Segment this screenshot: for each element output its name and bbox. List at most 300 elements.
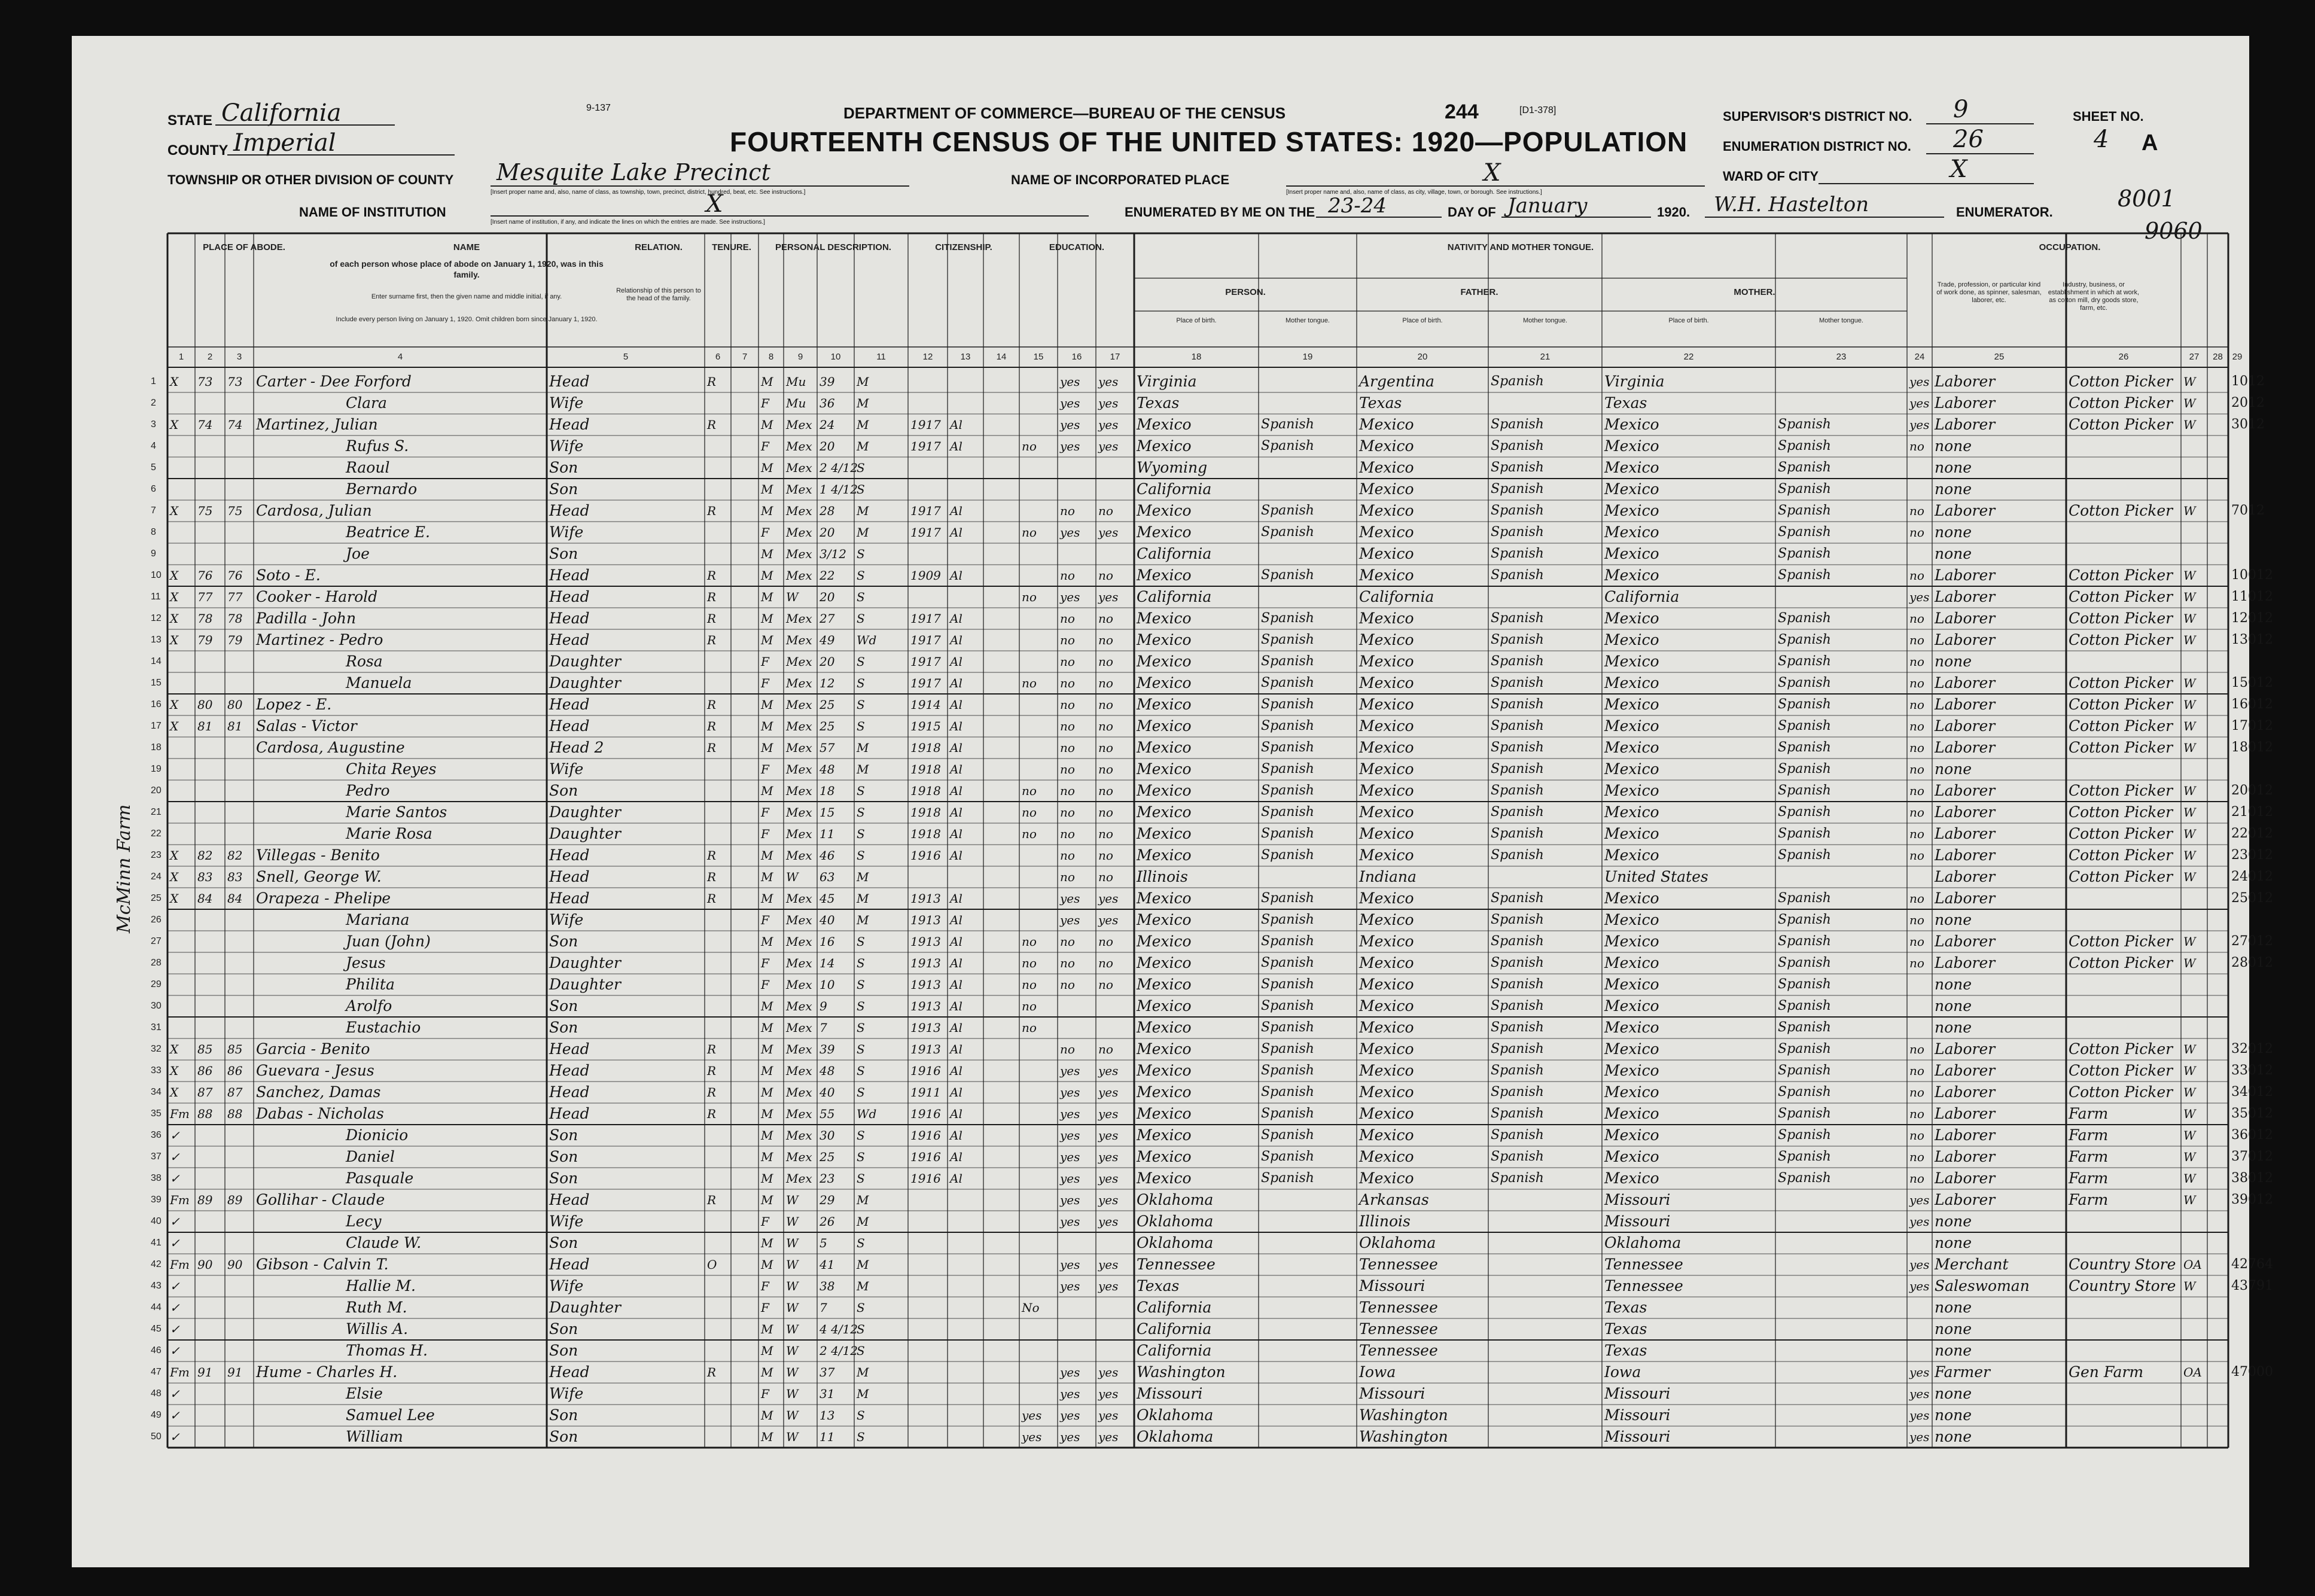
- cell-imm: 1917: [910, 439, 941, 453]
- cell-sch: no: [1022, 590, 1037, 604]
- cell-name: Gibson - Calvin T.: [256, 1256, 389, 1273]
- cell-trade: Laborer: [1935, 566, 1996, 584]
- cell-mk: X: [170, 418, 179, 432]
- cell-age: 11: [820, 1430, 835, 1444]
- cell-race: W: [786, 590, 799, 604]
- cell-fpob: Tennessee: [1359, 1299, 1438, 1316]
- cell-wr: yes: [1098, 374, 1119, 389]
- cell-mpob: Mexico: [1604, 696, 1659, 713]
- cell-ind: Farm: [2069, 1148, 2109, 1165]
- cell-sex: M: [761, 934, 773, 949]
- cell-ms: M: [857, 1365, 869, 1379]
- cell-nat: Al: [950, 956, 962, 970]
- cell-mpob: Missouri: [1604, 1406, 1671, 1424]
- cell-sex: M: [761, 547, 773, 561]
- incorporated-place-label: NAME OF INCORPORATED PLACE: [1011, 172, 1230, 187]
- cell-fmt: Spanish: [1491, 417, 1544, 432]
- cell-name: Snell, George W.: [256, 868, 382, 885]
- line-number: 3: [151, 419, 156, 430]
- line-number: 13: [151, 635, 162, 645]
- cell-imm: 1918: [910, 741, 941, 755]
- cell-eng: yes: [1909, 396, 1930, 410]
- cell-sex: M: [761, 482, 773, 497]
- cell-ms: S: [857, 1430, 865, 1444]
- cell-age: 23: [820, 1171, 835, 1186]
- form-code: [D1-378]: [1519, 105, 1556, 115]
- cell-mmt: Spanish: [1778, 1085, 1831, 1099]
- cell-rel: Head: [549, 502, 590, 519]
- margin-tally: 32012: [2231, 1041, 2273, 1056]
- cell-rd: yes: [1060, 1257, 1080, 1272]
- cell-age: 2 4/12: [820, 461, 858, 475]
- cell-fpob: Mexico: [1359, 1105, 1414, 1122]
- cell-ind: Cotton Picker: [2069, 868, 2173, 885]
- line-number: 46: [151, 1345, 162, 1356]
- line-number: 18: [151, 742, 162, 753]
- cell-own: R: [707, 741, 717, 755]
- line-number: 6: [151, 484, 156, 494]
- cell-name: Martinez, Julian: [256, 416, 378, 433]
- county-value: Imperial: [233, 129, 336, 157]
- cell-fmt: Spanish: [1491, 848, 1544, 863]
- cell-ms: S: [857, 1064, 865, 1078]
- cell-wr: yes: [1098, 1193, 1119, 1207]
- cell-rd: yes: [1060, 590, 1080, 604]
- margin-tally: 15012: [2231, 675, 2273, 690]
- cell-dw: 73: [197, 374, 213, 389]
- enumerator-signature: W.H. Hastelton: [1714, 193, 1869, 217]
- cell-trade: none: [1935, 911, 1972, 928]
- cell-wr: yes: [1098, 1430, 1119, 1444]
- cell-fmt: Spanish: [1491, 482, 1544, 497]
- cell-fpob: Mexico: [1359, 653, 1414, 670]
- cell-own: R: [707, 1107, 717, 1121]
- cell-fmt: Spanish: [1491, 1041, 1544, 1056]
- group-relation: RELATION.: [635, 242, 683, 252]
- cell-mt: Spanish: [1261, 1020, 1314, 1035]
- cell-nat: Al: [950, 439, 962, 453]
- cell-age: 4 4/12: [820, 1322, 858, 1336]
- cell-wr: yes: [1098, 1107, 1119, 1121]
- sheet-serial: 244: [1445, 100, 1479, 123]
- cell-sex: M: [761, 1107, 773, 1121]
- cell-fmt: Spanish: [1491, 675, 1544, 690]
- cell-sex: M: [761, 633, 773, 647]
- cell-age: 26: [820, 1214, 835, 1229]
- cell-own: R: [707, 374, 717, 389]
- cell-sex: F: [761, 956, 769, 970]
- cell-cls: W: [2183, 784, 2196, 798]
- cell-trade: none: [1935, 523, 1972, 541]
- cell-rd: yes: [1060, 1150, 1080, 1164]
- margin-tally: 25012: [2231, 891, 2273, 906]
- cell-trade: none: [1935, 1299, 1972, 1316]
- cell-pob: Mexico: [1137, 803, 1192, 821]
- cell-fm: 76: [227, 568, 243, 583]
- cell-pob: Mexico: [1137, 1105, 1192, 1122]
- cell-race: Mex: [786, 741, 812, 755]
- column-number: 12: [922, 352, 933, 362]
- cell-pob: Mexico: [1137, 717, 1192, 735]
- cell-ms: S: [857, 1344, 865, 1358]
- cell-trade: none: [1935, 1428, 1972, 1445]
- cell-age: 24: [820, 418, 835, 432]
- cell-mpob: Mexico: [1604, 803, 1659, 821]
- cell-nat: Al: [950, 913, 962, 927]
- cell-rel: Head: [549, 890, 590, 907]
- cell-mpob: Mexico: [1604, 1040, 1659, 1058]
- column-number: 4: [397, 352, 403, 362]
- line-number: 38: [151, 1173, 162, 1183]
- cell-mk: X: [170, 504, 179, 518]
- group-father: FATHER.: [1460, 287, 1498, 297]
- cell-trade: Laborer: [1935, 1083, 1996, 1101]
- cell-mt: Spanish: [1261, 525, 1314, 540]
- margin-tally: 23012: [2231, 848, 2273, 863]
- column-number: 1: [178, 352, 184, 362]
- column-number: 7: [742, 352, 748, 362]
- cell-name: Garcia - Benito: [256, 1040, 370, 1058]
- cell-trade: none: [1935, 1234, 1972, 1251]
- cell-age: 28: [820, 504, 835, 518]
- cell-sch: no: [1022, 525, 1037, 540]
- cell-mpob: Missouri: [1604, 1428, 1671, 1445]
- cell-nat: Al: [950, 525, 962, 540]
- cell-sex: F: [761, 439, 769, 453]
- father-place-of-birth-head: Place of birth.: [1402, 317, 1443, 324]
- line-number: 27: [151, 936, 162, 946]
- cell-name: Orapeza - Phelipe: [256, 890, 391, 907]
- mother-place-of-birth-head: Place of birth.: [1668, 317, 1709, 324]
- cell-name: Ruth M.: [346, 1299, 407, 1316]
- cell-nat: Al: [950, 676, 962, 690]
- cell-trade: Merchant: [1935, 1256, 2009, 1273]
- cell-ind: Cotton Picker: [2069, 1040, 2173, 1058]
- cell-nat: Al: [950, 977, 962, 992]
- name-description: of each person whose place of abode on January 1, 1920, was in this family.: [330, 259, 604, 279]
- cell-ms: M: [857, 439, 869, 453]
- cell-ms: S: [857, 1021, 865, 1035]
- margin-tally: 24012: [2231, 869, 2273, 884]
- group-nativity: NATIVITY AND MOTHER TONGUE.: [1447, 242, 1594, 252]
- cell-name: Cooker - Harold: [256, 588, 378, 605]
- cell-rd: no: [1060, 1042, 1075, 1056]
- cell-imm: 1916: [910, 1107, 941, 1121]
- cell-mk: ✓: [170, 1214, 180, 1229]
- cell-race: Mex: [786, 913, 812, 927]
- cell-ind: Gen Farm: [2069, 1363, 2144, 1381]
- line-number: 41: [151, 1238, 162, 1248]
- cell-fm: 88: [227, 1107, 243, 1121]
- cell-mk: ✓: [170, 1128, 180, 1143]
- cell-rd: no: [1060, 698, 1075, 712]
- cell-mk: X: [170, 568, 179, 583]
- cell-cls: W: [2183, 870, 2196, 884]
- cell-fpob: Mexico: [1359, 674, 1414, 692]
- cell-mt: Spanish: [1261, 912, 1314, 927]
- cell-race: Mex: [786, 568, 812, 583]
- person-place-of-birth-head: Place of birth.: [1176, 317, 1217, 324]
- group-place-of-abode: PLACE OF ABODE.: [203, 242, 285, 252]
- cell-wr: no: [1098, 676, 1113, 690]
- cell-sex: F: [761, 676, 769, 690]
- cell-wr: yes: [1098, 1257, 1119, 1272]
- cell-trade: none: [1935, 1406, 1972, 1424]
- cell-dw: 77: [197, 590, 213, 604]
- cell-wr: no: [1098, 633, 1113, 647]
- cell-race: Mu: [786, 374, 806, 389]
- cell-race: Mex: [786, 482, 812, 497]
- cell-rel: Son: [549, 1019, 578, 1036]
- line-number: 17: [151, 721, 162, 731]
- cell-imm: 1916: [910, 1171, 941, 1186]
- cell-name: Manuela: [346, 674, 412, 692]
- cell-mpob: Mexico: [1604, 610, 1659, 627]
- cell-wr: no: [1098, 762, 1113, 776]
- cell-cls: W: [2183, 805, 2196, 820]
- cell-age: 55: [820, 1107, 835, 1121]
- line-number: 19: [151, 764, 162, 774]
- cell-trade: Laborer: [1935, 631, 1996, 648]
- cell-wr: yes: [1098, 1408, 1119, 1423]
- cell-trade: Laborer: [1935, 803, 1996, 821]
- year-label: 1920.: [1657, 205, 1690, 220]
- margin-tally: 47000: [2231, 1364, 2273, 1379]
- cell-rd: no: [1060, 504, 1075, 518]
- margin-tally: 1012: [2231, 374, 2265, 389]
- cell-race: Mex: [786, 1150, 812, 1164]
- cell-wr: yes: [1098, 913, 1119, 927]
- cell-own: R: [707, 848, 717, 863]
- cell-wr: yes: [1098, 439, 1119, 453]
- cell-imm: 1917: [910, 611, 941, 626]
- cell-trade: none: [1935, 480, 1972, 498]
- cell-pob: California: [1137, 545, 1212, 562]
- cell-mk: ✓: [170, 1344, 180, 1358]
- sheet-letter: A: [2142, 130, 2158, 156]
- cell-fm: 86: [227, 1064, 243, 1078]
- cell-race: Mex: [786, 1021, 812, 1035]
- cell-race: Mex: [786, 698, 812, 712]
- cell-age: 16: [820, 934, 835, 949]
- cell-rel: Head: [549, 566, 590, 584]
- cell-race: Mex: [786, 654, 812, 669]
- line-number: 31: [151, 1022, 162, 1032]
- cell-pob: Oklahoma: [1137, 1191, 1214, 1208]
- cell-fm: 84: [227, 891, 243, 906]
- cell-wr: yes: [1098, 396, 1119, 410]
- cell-sex: F: [761, 805, 769, 820]
- cell-ind: Cotton Picker: [2069, 825, 2173, 842]
- cell-race: Mex: [786, 461, 812, 475]
- cell-pob: Mexico: [1137, 696, 1192, 713]
- cell-age: 30: [820, 1128, 835, 1143]
- cell-cls: W: [2183, 396, 2196, 410]
- cell-fpob: Missouri: [1359, 1277, 1425, 1295]
- cell-age: 40: [820, 1085, 835, 1099]
- cell-nat: Al: [950, 999, 962, 1013]
- cell-race: Mex: [786, 956, 812, 970]
- group-occupation: OCCUPATION.: [2039, 242, 2101, 252]
- cell-ind: Cotton Picker: [2069, 631, 2173, 648]
- cell-cls: W: [2183, 1085, 2196, 1099]
- cell-race: Mex: [786, 848, 812, 863]
- cell-age: 20: [820, 590, 835, 604]
- column-number: 13: [960, 352, 971, 362]
- cell-rel: Head: [549, 416, 590, 433]
- cell-ind: Cotton Picker: [2069, 674, 2173, 692]
- cell-pob: Mexico: [1137, 566, 1192, 584]
- cell-wr: no: [1098, 741, 1113, 755]
- cell-mk: ✓: [170, 1171, 180, 1186]
- cell-sex: M: [761, 784, 773, 798]
- cell-eng: no: [1909, 1128, 1924, 1143]
- cell-fmt: Spanish: [1491, 374, 1544, 389]
- cell-fpob: Mexico: [1359, 976, 1414, 993]
- cell-mpob: Texas: [1604, 394, 1647, 412]
- cell-trade: none: [1935, 1342, 1972, 1359]
- cell-cls: W: [2183, 633, 2196, 647]
- cell-sex: F: [761, 977, 769, 992]
- cell-wr: no: [1098, 827, 1113, 841]
- column-number: 19: [1302, 352, 1313, 362]
- cell-wr: no: [1098, 611, 1113, 626]
- cell-wr: yes: [1098, 891, 1119, 906]
- cell-mt: Spanish: [1261, 632, 1314, 647]
- cell-rel: Head: [549, 1062, 590, 1079]
- cell-eng: no: [1909, 1085, 1924, 1099]
- cell-own: O: [707, 1257, 717, 1272]
- enumeration-district-label: ENUMERATION DISTRICT NO.: [1723, 139, 1911, 154]
- cell-fpob: Tennessee: [1359, 1256, 1438, 1273]
- cell-rd: yes: [1060, 1214, 1080, 1229]
- cell-rd: yes: [1060, 913, 1080, 927]
- cell-mt: Spanish: [1261, 1128, 1314, 1143]
- cell-imm: 1918: [910, 805, 941, 820]
- cell-mpob: Mexico: [1604, 1019, 1659, 1036]
- cell-fpob: Texas: [1359, 394, 1402, 412]
- margin-tally: 16012: [2231, 697, 2273, 712]
- cell-ms: Wd: [857, 633, 877, 647]
- cell-race: W: [786, 870, 799, 884]
- line-number: 16: [151, 699, 162, 709]
- cell-pob: California: [1137, 1299, 1212, 1316]
- name-instruction-2: Include every person living on January 1, 1920. Omit children born since January 1, 1920.: [336, 316, 598, 323]
- cell-rd: yes: [1060, 1279, 1080, 1293]
- cell-fpob: Mexico: [1359, 825, 1414, 842]
- cell-mt: Spanish: [1261, 891, 1314, 906]
- cell-trade: none: [1935, 1213, 1972, 1230]
- cell-age: 37: [820, 1365, 835, 1379]
- cell-eng: no: [1909, 654, 1924, 669]
- cell-rel: Son: [549, 1126, 578, 1144]
- cell-mpob: Texas: [1604, 1320, 1647, 1338]
- cell-rd: no: [1060, 741, 1075, 755]
- cell-sch: no: [1022, 956, 1037, 970]
- cell-fmt: Spanish: [1491, 460, 1544, 475]
- cell-rel: Head 2: [549, 739, 604, 756]
- cell-imm: 1913: [910, 913, 941, 927]
- cell-imm: 1914: [910, 698, 941, 712]
- cell-fpob: Mexico: [1359, 437, 1414, 455]
- cell-pob: Mexico: [1137, 674, 1192, 692]
- cell-pob: Mexico: [1137, 610, 1192, 627]
- cell-rel: Son: [549, 480, 578, 498]
- cell-wr: yes: [1098, 1214, 1119, 1229]
- column-number: 2: [207, 352, 213, 362]
- cell-sch: no: [1022, 805, 1037, 820]
- margin-tally: 35012: [2231, 1106, 2273, 1121]
- column-number: 29: [2232, 352, 2243, 362]
- cell-trade: Laborer: [1935, 1040, 1996, 1058]
- cell-fmt: Spanish: [1491, 1149, 1544, 1164]
- cell-ms: S: [857, 848, 865, 863]
- cell-own: R: [707, 719, 717, 733]
- cell-mk: X: [170, 590, 179, 604]
- census-title: FOURTEENTH CENSUS OF THE UNITED STATES: 1920—POPULATION: [730, 126, 1688, 157]
- line-number: 47: [151, 1367, 162, 1377]
- margin-tally: 10012: [2231, 568, 2273, 583]
- supervisor-label: SUPERVISOR'S DISTRICT NO.: [1723, 109, 1912, 124]
- cell-rel: Daughter: [549, 674, 621, 692]
- cell-race: Mex: [786, 676, 812, 690]
- cell-race: W: [786, 1300, 799, 1315]
- cell-rel: Wife: [549, 1277, 584, 1295]
- cell-mpob: Texas: [1604, 1342, 1647, 1359]
- cell-age: 20: [820, 439, 835, 453]
- cell-dw: 88: [197, 1107, 213, 1121]
- cell-trade: Laborer: [1935, 782, 1996, 799]
- line-number: 8: [151, 527, 156, 537]
- cell-mt: Spanish: [1261, 1149, 1314, 1164]
- cell-imm: 1918: [910, 762, 941, 776]
- cell-rd: yes: [1060, 1171, 1080, 1186]
- cell-trade: none: [1935, 1320, 1972, 1338]
- cell-rel: Son: [549, 997, 578, 1015]
- enumerated-month: January: [1507, 194, 1588, 218]
- cell-eng: no: [1909, 784, 1924, 798]
- line-number: 37: [151, 1152, 162, 1162]
- cell-trade: none: [1935, 437, 1972, 455]
- cell-fpob: Arkansas: [1359, 1191, 1429, 1208]
- cell-age: 25: [820, 1150, 835, 1164]
- cell-trade: Laborer: [1935, 1191, 1996, 1208]
- cell-trade: Laborer: [1935, 502, 1996, 519]
- cell-dw: 79: [197, 633, 213, 647]
- margin-tally: 7012: [2231, 503, 2265, 518]
- cell-age: 2 4/12: [820, 1344, 858, 1358]
- cell-wr: no: [1098, 848, 1113, 863]
- cell-mmt: Spanish: [1778, 654, 1831, 669]
- cell-cls: W: [2183, 418, 2196, 432]
- father-mother-tongue-head: Mother tongue.: [1523, 317, 1567, 324]
- cell-name: Hallie M.: [346, 1277, 416, 1295]
- cell-age: 13: [820, 1408, 835, 1423]
- cell-race: Mex: [786, 547, 812, 561]
- cell-nat: Al: [950, 1042, 962, 1056]
- cell-age: 7: [820, 1021, 827, 1035]
- cell-fpob: Mexico: [1359, 782, 1414, 799]
- cell-mt: Spanish: [1261, 568, 1314, 583]
- cell-mmt: Spanish: [1778, 718, 1831, 733]
- cell-own: R: [707, 891, 717, 906]
- cell-age: 22: [820, 568, 835, 583]
- cell-dw: 80: [197, 698, 213, 712]
- cell-rel: Head: [549, 846, 590, 864]
- cell-rel: Son: [549, 933, 578, 950]
- cell-nat: Al: [950, 698, 962, 712]
- cell-mt: Spanish: [1261, 718, 1314, 733]
